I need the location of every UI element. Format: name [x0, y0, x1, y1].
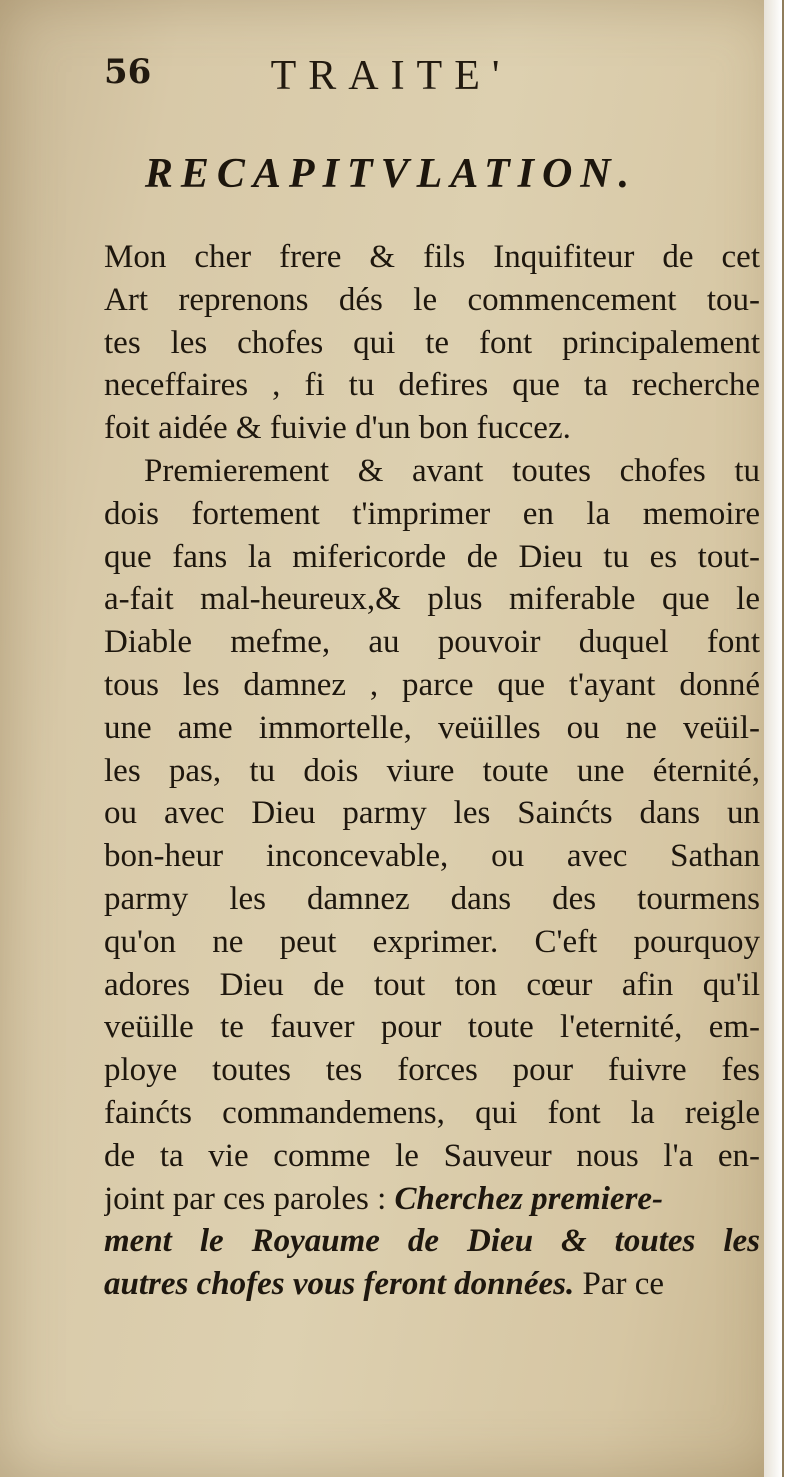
text-line: parmy les damnez dans des tourmens	[104, 880, 760, 917]
text-line: ploye toutes tes forces pour fuivre fes	[104, 1052, 760, 1089]
text-line: Art reprenons dés le commencement tou-	[104, 281, 760, 318]
text-line: adores Dieu de tout ton cœur afin qu'il	[104, 966, 760, 1003]
text-line-italic: ment le Royaume de Dieu & toutes les	[104, 1223, 760, 1260]
text-line: Mon cher frere & fils Inquifiteur de cet	[104, 239, 760, 275]
text-line: bon-heur inconcevable, ou avec Sathan	[104, 838, 760, 875]
page-number: 56	[104, 52, 152, 92]
page-edge	[764, 0, 782, 1477]
text-line: fainćts commandemens, qui font la reigle	[104, 1094, 760, 1131]
text-line: Premierement & avant toutes chofes tu	[144, 452, 760, 489]
text-line: de ta vie comme le Sauveur nous l'a en-	[104, 1137, 760, 1174]
section-title: RECAPITVLATION.	[144, 151, 638, 197]
text-line: dois fortement t'imprimer en la memoire	[104, 495, 760, 532]
text-line: tous les damnez , parce que t'ayant donné	[104, 666, 760, 703]
italic-text: autres chofes vous feront données.	[104, 1266, 575, 1303]
text-line: neceffaires , fi tu defires que ta recherche	[104, 367, 760, 404]
text-line	[104, 1263, 760, 1306]
text-line: Diable mefme, au pouvoir duquel font	[104, 624, 760, 661]
text-line: foit aidée & fuivie d'un bon fuccez.	[104, 410, 571, 447]
text-line: les pas, tu dois viure toute une éternité,	[104, 752, 760, 789]
text-line: qu'on ne peut exprimer. C'eft pourquoy	[104, 923, 760, 960]
text-line	[104, 1178, 760, 1221]
text-line: tes les chofes qui te font principalement	[104, 324, 760, 361]
text-segment: joint par ces paroles :	[104, 1180, 387, 1217]
text-segment: Par ce	[574, 1266, 665, 1303]
text-line: que fans la mifericorde de Dieu tu es tout-	[104, 538, 760, 575]
text-line: une ame immortelle, veüilles ou ne veüil-	[104, 709, 760, 746]
running-title: TRAITE'	[270, 53, 512, 99]
text-line: a-fait mal-heureux,& plus miferable que le	[104, 581, 760, 618]
body-text	[104, 236, 760, 1306]
text-line: veüille te fauver pour toute l'eternité, em-	[104, 1009, 760, 1046]
italic-text: Cherchez premiere-	[394, 1180, 664, 1217]
text-line: ou avec Dieu parmy les Sainćts dans un	[104, 795, 760, 832]
